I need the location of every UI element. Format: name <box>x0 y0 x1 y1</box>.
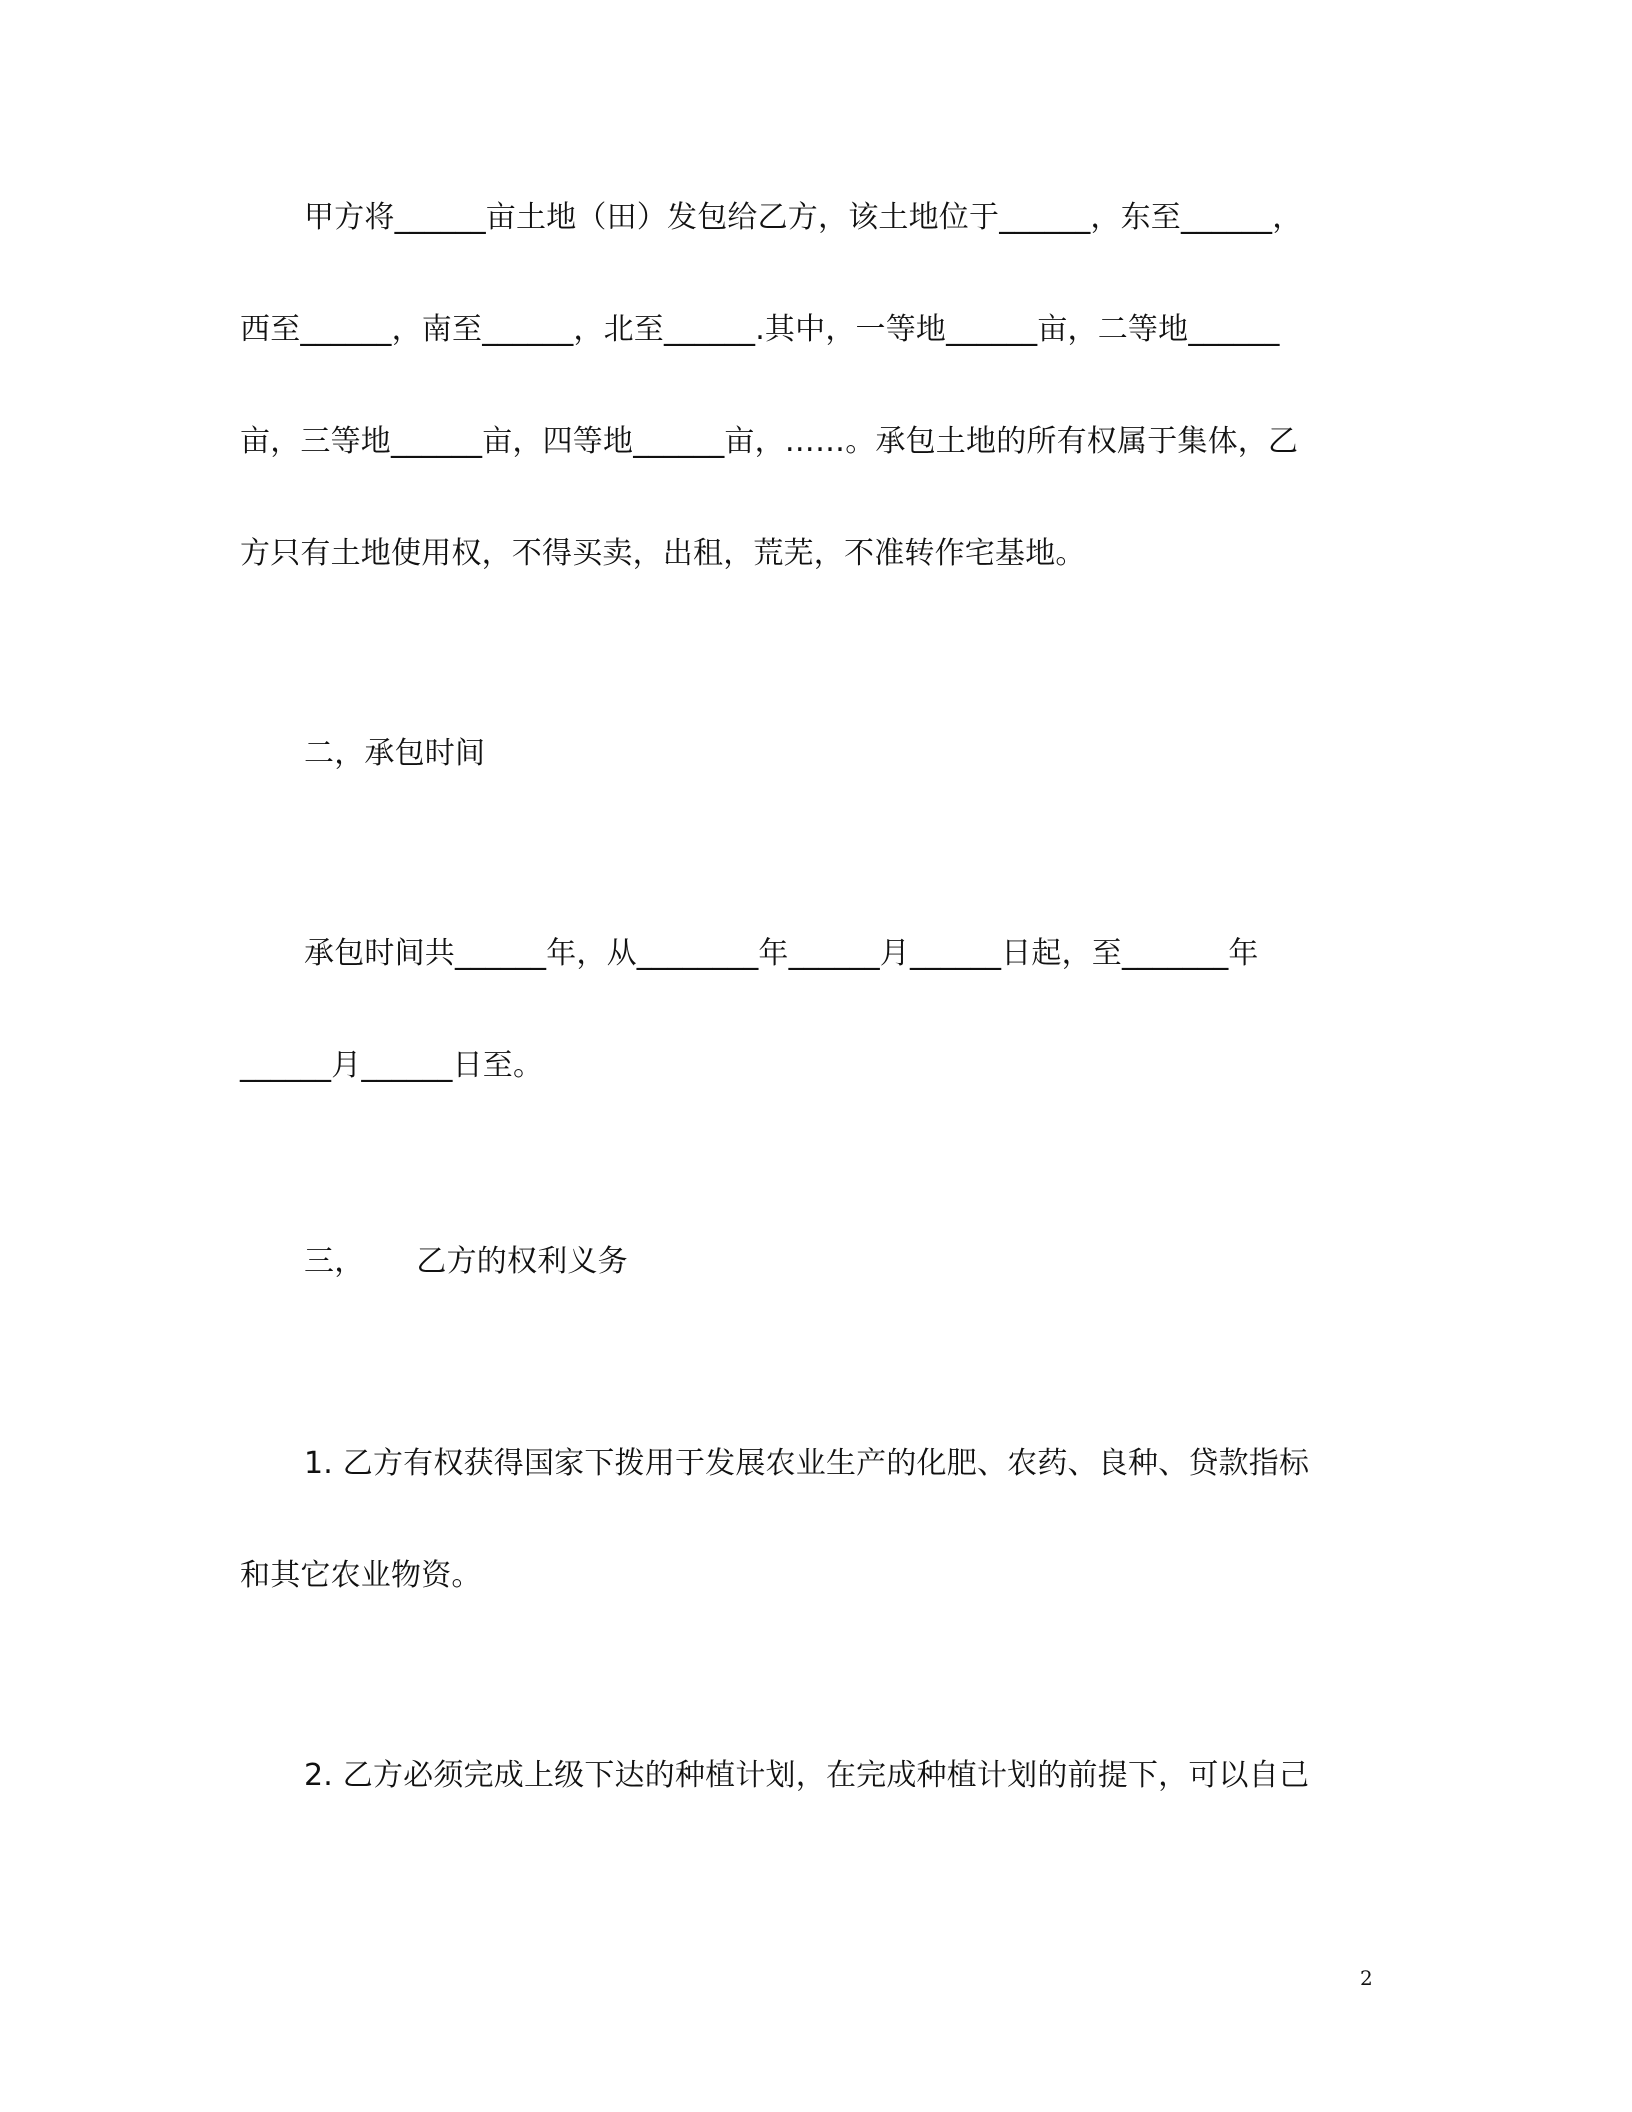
page-number: 2 <box>1360 1966 1373 1990</box>
paragraph-land-line-4: 方只有土地使用权，不得买卖，出租，荒芜，不准转作宅基地。 <box>240 536 1086 571</box>
paragraph-period-line-2: ______月______日至。 <box>240 1048 544 1083</box>
section-heading-contract-period: 二，承包时间 <box>304 736 486 771</box>
paragraph-land-line-1: 甲方将______亩土地（田）发包给乙方，该土地位于______，东至______， <box>304 200 1303 235</box>
section-heading-rights-duties <box>304 1242 628 1282</box>
list-item-1-line-2: 和其它农业物资。 <box>240 1558 482 1593</box>
paragraph-land-line-3: 亩，三等地______亩，四等地______亩，……。承包土地的所有权属于集体，乙 <box>240 424 1299 459</box>
list-item-2-line-1: 2. 乙方必须完成上级下达的种植计划，在完成种植计划的前提下，可以自己 <box>304 1758 1310 1793</box>
section-heading-text: 乙方的权利义务 <box>416 1244 628 1279</box>
paragraph-land-line-2: 西至______，南至______，北至______.其中，一等地______亩，二等地______ <box>240 312 1280 347</box>
paragraph-period-line-1: 承包时间共______年，从________年______月______日起，至_______年 <box>304 936 1259 971</box>
list-item-1-line-1: 1. 乙方有权获得国家下拨用于发展农业生产的化肥、农药、良种、贷款指标 <box>304 1446 1310 1481</box>
section-heading-number: 三， <box>304 1244 365 1279</box>
